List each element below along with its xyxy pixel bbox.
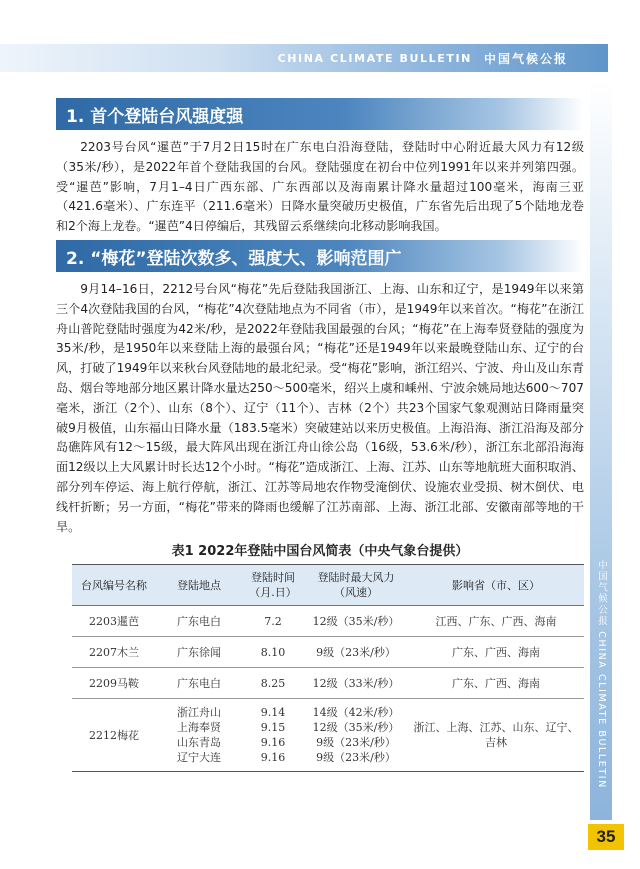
header-landing-time-line2: （月.日） <box>249 586 297 599</box>
cell-wind: 9级（23米/秒） <box>316 751 396 764</box>
cell-date: 9.16 <box>260 736 286 749</box>
cell-wind: 9级（23米/秒） <box>304 637 408 668</box>
section-heading-2: 2. “梅花”登陆次数多、强度大、影响范围广 <box>56 240 584 272</box>
bulletin-banner <box>0 44 608 72</box>
cell-wind-stack <box>304 699 408 772</box>
table-header-row <box>72 565 584 606</box>
cell-date: 8.25 <box>242 668 304 699</box>
cell-date: 9.14 <box>260 706 286 719</box>
cell-date: 7.2 <box>242 606 304 637</box>
cell-date: 8.10 <box>242 637 304 668</box>
header-landing-time-line1: 登陆时间 <box>251 571 295 584</box>
section-paragraph-1: 2203号台风“暹芭”于7月2日15时在广东电白沿海登陆，登陆时中心附近最大风力有12级（35米/秒），是2022年首个登陆我国的台风。登陆强度在初台中位列1991年以来并列第四强。受“暹芭”影响，7月1–4日广西东部、广东西部以及海南累计降水量超过100毫米，海南三亚（421.6毫米）、广东连平（211.6毫米）日降水量突破历史极值，广东省先后出现了5个陆地龙卷和2个海上龙卷。“暹芭”4日停编后，其残留云系继续向北移动影响我国。 <box>56 140 584 234</box>
cell-affected: 广东、广西、海南 <box>408 637 584 668</box>
cell-wind: 12级（35米/秒） <box>312 721 400 734</box>
page-number: 35 <box>588 824 624 850</box>
cell-place-stack <box>156 699 242 772</box>
cell-date: 9.16 <box>260 751 286 764</box>
cell-place: 辽宁大连 <box>177 751 221 764</box>
cell-place: 广东徐闻 <box>156 637 242 668</box>
cell-wind: 12级（33米/秒） <box>304 668 408 699</box>
cell-name: 2212梅花 <box>72 699 156 772</box>
side-bulletin-text: 中国气候公报 CHINA CLIMATE BULLETIN <box>596 560 607 789</box>
header-max-wind <box>304 565 408 606</box>
typhoon-table <box>72 564 584 772</box>
header-typhoon-name: 台风编号名称 <box>72 565 156 606</box>
cell-place: 上海奉贤 <box>177 721 221 734</box>
table-row <box>72 668 584 699</box>
cell-place: 山东青岛 <box>177 736 221 749</box>
table-title: 表1 2022年登陆中国台风简表（中央气象台提供） <box>171 544 469 559</box>
cell-name: 2203暹芭 <box>72 606 156 637</box>
header-landing-place: 登陆地点 <box>156 565 242 606</box>
bulletin-title-en: CHINA CLIMATE BULLETIN <box>277 51 472 65</box>
header-affected: 影响省（市、区） <box>408 565 584 606</box>
cell-date: 9.15 <box>260 721 286 734</box>
header-landing-time <box>242 565 304 606</box>
cell-place: 广东电白 <box>156 606 242 637</box>
section-heading-1: 1. 首个登陆台风强度强 <box>56 98 584 130</box>
cell-name: 2207木兰 <box>72 637 156 668</box>
bulletin-title-cn: 中国气候公报 <box>483 51 568 66</box>
header-max-wind-line2: （风速） <box>334 586 378 599</box>
table-row <box>72 699 584 772</box>
cell-wind: 14级（42米/秒） <box>312 706 400 719</box>
cell-place: 浙江舟山 <box>177 706 221 719</box>
section-paragraph-2: 9月14–16日，2212号台风“梅花”先后登陆我国浙江、上海、山东和辽宁，是1949年以来第三个4次登陆我国的台风，“梅花”4次登陆地点为不同省（市），是1949年以来首次。“梅花”在浙江舟山普陀登陆时强度为42米/秒，是2022年登陆我国最强的台风；“梅花”在上海奉贤登陆的强度为35米/秒，是1950年以来登陆上海的最强台风；“梅花”还是1949年以来最晚登陆山东、辽宁的台风，打破了1949年以来秋台风登陆地的最北纪录。受“梅花”影响，浙江绍兴、宁波、舟山及山东青岛、烟台等地部分地区累计降水量达250～500毫米，绍兴上虞和嵊州、宁波余姚局地达600～707毫米，浙江（2个）、山东（8个）、辽宁（11个）、吉林（2个）共23个国家气象观测站日降雨量突破9月极值，山东福山日降水量（183.5毫米）突破建站以来历史极值。上海沿海、浙江沿海及部分岛礁阵风有12～15级，最大阵风出现在浙江舟山徐公岛（16级，53.6米/秒），浙江东北部沿海海面12级以上大风累计时长达12个小时。“梅花”造成浙江、上海、江苏、山东等地航班大面积取消、部分列车停运、海上航行停航，浙江、江苏等局地农作物受淹倒伏、设施农业受损、树木倒伏、电线杆折断；另一方面，“梅花”带来的降雨也缓解了江苏南部、上海、浙江北部、安徽南部等地的干旱。 <box>56 282 584 534</box>
cell-name: 2209马鞍 <box>72 668 156 699</box>
cell-wind: 12级（35米/秒） <box>304 606 408 637</box>
cell-affected: 浙江、上海、江苏、山东、辽宁、吉林 <box>408 699 584 772</box>
cell-wind: 9级（23米/秒） <box>316 736 396 749</box>
table-row <box>72 606 584 637</box>
cell-affected: 江西、广东、广西、海南 <box>408 606 584 637</box>
table-row <box>72 637 584 668</box>
header-max-wind-line1: 登陆时最大风力 <box>317 571 395 584</box>
cell-date-stack <box>242 699 304 772</box>
cell-place: 广东电白 <box>156 668 242 699</box>
cell-affected: 广东、广西、海南 <box>408 668 584 699</box>
